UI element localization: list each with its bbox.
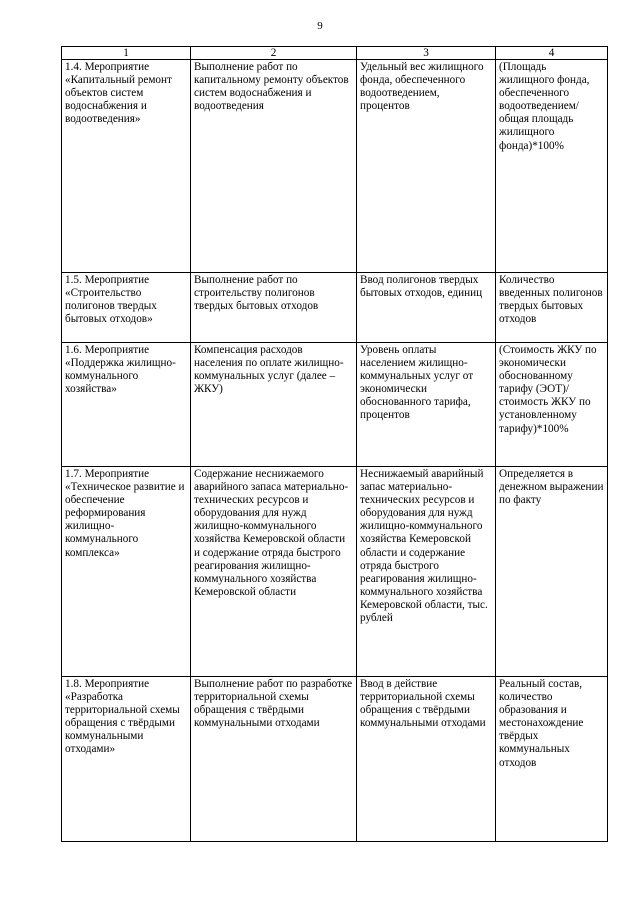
column-number-4: 4 bbox=[496, 47, 608, 60]
work-description-cell: Выполнение работ по разработке территориальной схемы обращения с твёрдыми коммунальными отходами bbox=[191, 677, 357, 842]
work-description-cell: Компенсация расходов населения по оплате жилищно-коммунальных услуг (далее – ЖКУ) bbox=[191, 343, 357, 467]
table-header-row bbox=[62, 47, 608, 60]
table-row bbox=[62, 60, 608, 273]
calculation-method-cell: Количество введенных полигонов твердых бытовых отходов bbox=[496, 273, 608, 343]
work-description-cell: Выполнение работ по капитальному ремонту объектов систем водоснабжения и водоотведения bbox=[191, 60, 357, 273]
table-row bbox=[62, 343, 608, 467]
table-row bbox=[62, 677, 608, 842]
table-row bbox=[62, 273, 608, 343]
indicator-cell: Удельный вес жилищного фонда, обеспеченного водоотведением, процентов bbox=[357, 60, 496, 273]
measure-name-cell: 1.8. Мероприятие «Разработка территориальной схемы обращения с твёрдыми коммунальными отходами» bbox=[62, 677, 191, 842]
indicator-cell: Уровень оплаты населением жилищно-коммунальных услуг от экономически обоснованного тарифа, процентов bbox=[357, 343, 496, 467]
table-row bbox=[62, 467, 608, 677]
measure-name-cell: 1.4. Мероприятие «Капитальный ремонт объектов систем водоснабжения и водоотведения» bbox=[62, 60, 191, 273]
page-number: 9 bbox=[317, 20, 323, 32]
calculation-method-cell: Реальный состав, количество образования и местонахождение твёрдых коммунальных отходов bbox=[496, 677, 608, 842]
column-number-2: 2 bbox=[191, 47, 357, 60]
calculation-method-cell: (Площадь жилищного фонда, обеспеченного водоотведением/ общая площадь жилищного фонда)*100% bbox=[496, 60, 608, 273]
indicator-table bbox=[61, 46, 608, 842]
work-description-cell: Выполнение работ по строительству полигонов твердых бытовых отходов bbox=[191, 273, 357, 343]
column-number-1: 1 bbox=[62, 47, 191, 60]
calculation-method-cell: (Стоимость ЖКУ по экономически обоснованному тарифу (ЭОТ)/стоимость ЖКУ по установленному тарифу)*100% bbox=[496, 343, 608, 467]
calculation-method-cell: Определяется в денежном выражении по факту bbox=[496, 467, 608, 677]
measure-name-cell: 1.7. Мероприятие «Техническое развитие и обеспечение реформирования жилищно-коммунального комплекса» bbox=[62, 467, 191, 677]
indicator-cell: Ввод в действие территориальной схемы обращения с твёрдыми коммунальными отходами bbox=[357, 677, 496, 842]
work-description-cell: Содержание неснижаемого аварийного запаса материально-технических ресурсов и оборудования для нужд жилищно-коммунального хозяйства Кемеровской области и содержание отряда быстрого реагирования жилищно-коммунального хозяйства Кемеровской области bbox=[191, 467, 357, 677]
indicator-cell: Неснижаемый аварийный запас материально-технических ресурсов и оборудования для нужд жилищно-коммунального хозяйства Кемеровской области и содержание отряда быстрого реагирования жилищно-коммунального хозяйства Кемеровской области, тыс. рублей bbox=[357, 467, 496, 677]
measure-name-cell: 1.5. Мероприятие «Строительство полигонов твердых бытовых отходов» bbox=[62, 273, 191, 343]
column-number-3: 3 bbox=[357, 47, 496, 60]
indicator-cell: Ввод полигонов твердых бытовых отходов, единиц bbox=[357, 273, 496, 343]
measure-name-cell: 1.6. Мероприятие «Поддержка жилищно-коммунального хозяйства» bbox=[62, 343, 191, 467]
